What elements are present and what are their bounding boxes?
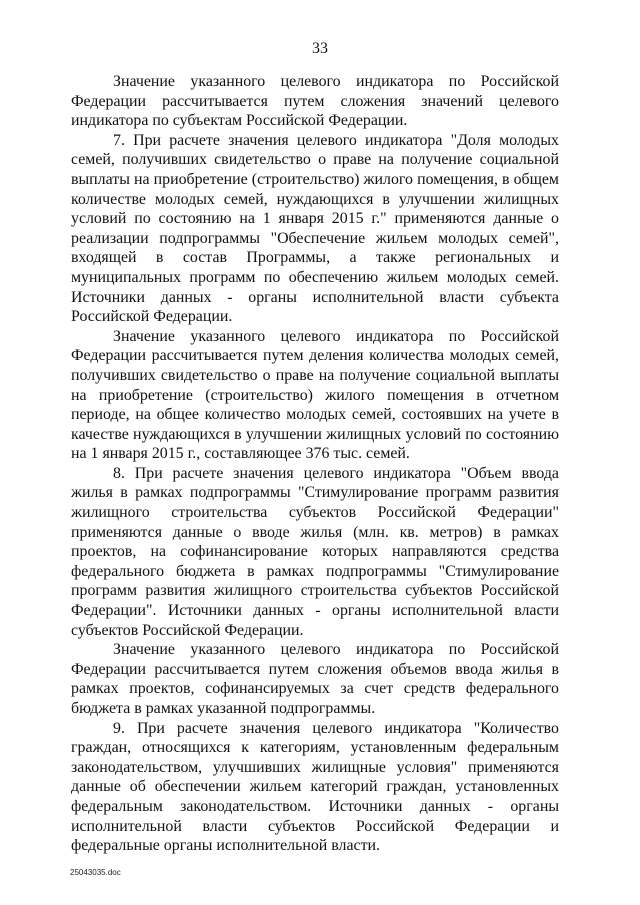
paragraph: Значение указанного целевого индикатора по Российской Федерации рассчитывается путем сложения значений целевого индикатора по субъектам Российской Федерации. [71,73,559,130]
document-body [71,72,559,856]
paragraph: Значение указанного целевого индикатора по Российской Федерации рассчитывается путем деления количества молодых семей, получивших свидетельство о праве на получение социальной выплаты на приобретение (строительство) жилого помещения в отчетном периоде, на общее количество молодых семей, состоявших на учете в качестве нуждающихся в улучшении жилищных условий по состоянию на 1 января 2015 г., составляющее 376 тыс. семей. [71,327,559,463]
paragraph: 7. При расчете значения целевого индикатора "Доля молодых семей, получивших свидетельство о праве на получение социальной выплаты на приобретение (строительство) жилого помещения, в общем количестве молодых семей, нуждающихся в улучшении жилищных условий по состоянию на 1 января 2015 г." применяются данные о реализации подпрограммы "Обеспечение жильем молодых семей", входящей в состав Программы, а также региональных и муниципальных программ по обеспечению жильем молодых семей. Источники данных - органы исполнительной власти субъекта Российской Федерации. [71,131,559,326]
document-filename: 25043035.doc [70,868,121,877]
paragraph: 8. При расчете значения целевого индикатора "Объем ввода жилья в рамках подпрограммы "Стимулирование программ развития жилищного строительства субъектов Российской Федерации" применяются данные о вводе жилья (млн. кв. метров) в рамках проектов, на софинансирование которых направляются средства федерального бюджета в рамках подпрограммы "Стимулирование программ развития жилищного строительства субъектов Российской Федерации". Источники данных - органы исполнительной власти субъектов Российской Федерации. [71,464,559,639]
page-number: 33 [312,40,328,57]
paragraph: Значение указанного целевого индикатора по Российской Федерации рассчитывается путем сложения объемов ввода жилья в рамках проектов, софинансируемых за счет средств федерального бюджета в рамках указанной подпрограммы. [71,641,559,717]
paragraph: 9. При расчете значения целевого индикатора "Количество граждан, относящихся к категориям, установленным федеральным законодательством, улучшивших жилищные условия" применяются данные об обеспечении жильем категорий граждан, установленных федеральным законодательством. Источники данных - органы исполнительной власти субъектов Российской Федерации и федеральные органы исполнительной власти. [71,719,559,855]
